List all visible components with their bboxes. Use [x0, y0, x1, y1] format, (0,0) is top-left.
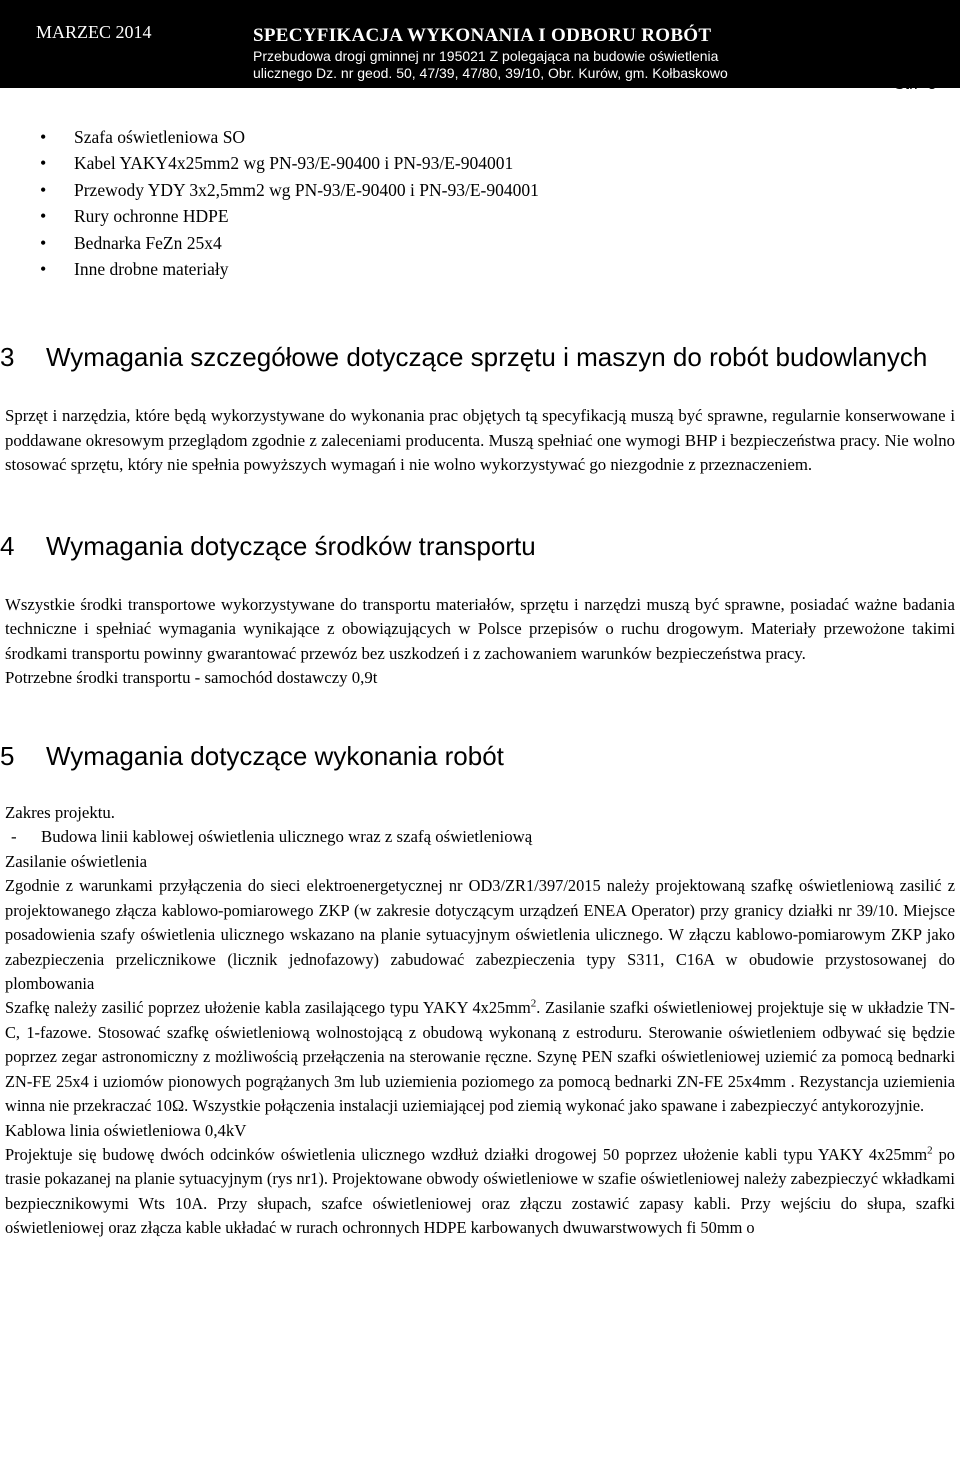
header-date: MARZEC 2014 [36, 22, 152, 42]
cable-line-text-start: Projektuje się budowę dwóch odcinków oświetlenia ulicznego wzdłuż działki drogowej 50 poprzez ułożenie kabli typu YAKY 4x25mm [5, 1145, 928, 1164]
transport-note: Potrzebne środki transportu - samochód dostawczy 0,9t [5, 668, 378, 688]
superscript: 2 [530, 998, 537, 1010]
list-item: • Szafa oświetleniowa SO [74, 124, 960, 150]
cable-line-label: Kablowa linia oświetleniowa 0,4kV [5, 1120, 247, 1140]
cable-line-text [5, 1143, 955, 1241]
scope-item-text: Budowa linii kablowej oświetlenia ulicznego wraz z szafą oświetleniową [41, 827, 533, 847]
section-title: Wymagania dotyczące wykonania robót [46, 740, 504, 771]
cabinet-text-end: . Zasilanie szafki oświetleniowej projektuje się w układzie TN-C, 1-fazowe. Stosować szafkę oświetleniową wolnostojącą z obudową wykonaną z estroduru. Sterowanie oświetleniem odbywać się będzie poprzez zegar astronomiczny z możliwością przełączenia na sterowanie ręczne. Szynę PEN szafki oświetleniowej uziemić za pomocą bednarki ZN-FE 25x4 i uziomów pionowych pogrążanych 3m lub uziemienia poziomego za pomocą bednarki ZN-FE 25x4mm . Rezystancja uziemienia winna nie przekraczać 10Ω. Wszystkie połączenia instalacji uziemiającej pod ziemią wykonać jako spawane i zabezpieczyć antykorozyjnie. [5, 998, 955, 1116]
page-number: Str. -5- [894, 76, 943, 93]
scope-label: Zakres projektu. [5, 802, 115, 822]
cabinet-text [5, 996, 955, 1118]
header-subtitle-1: Przebudowa drogi gminnej nr 195021 Z polegająca na budowie oświetlenia [253, 48, 719, 64]
header-subtitle-2: ulicznego Dz. nr geod. 50, 47/39, 47/80, 39/10, Obr. Kurów, gm. Kołbaskowo [253, 65, 728, 81]
section-4-text: Wszystkie środki transportowe wykorzystywane do transportu materiałów, sprzętu i narzędzi muszą być sprawne, posiadać ważne badania techniczne i spełniać wymagania wynikające z obowiązujących w Polsce przepisów o ruchu drogowym. Materiały przewożone takimi środkami transportu powinny gwarantować przewóz bez uszkodzeń i z zachowaniem warunków bezpieczeństwa pracy. [5, 594, 955, 663]
section-number: 4 [0, 530, 15, 561]
cable-line-text-end: po trasie pokazanej na planie sytuacyjnym (rys nr1). Projektowane obwody oświetleniowe w szafie oświetleniowej należy zabezpieczyć wkładkami bezpiecznikowymi Wts 10A. Przy słupach, szafce oświetleniowej oraz złączu zostawić zapasy kabli. Przy wejściu do słupa, szafki oświetleniowej oraz złącza kable układać w rurach ochronnych HDPE karbowanych dwuwarstwowych fi 50mm o [5, 1145, 955, 1238]
document-body [0, 124, 960, 1241]
dash: - [11, 827, 17, 847]
supply-text: Zgodnie z warunkami przyłączenia do sieci elektroenergetycznej nr OD3/ZR1/397/2015 należy projektowaną szafkę oświetleniową zasilić z projektowanego złącza kablowo-pomiarowego ZKP (w zakresie dotyczącym urządzeń ENEA Operator) przy granicy działki nr 39/10. Miejsce posadowienia szafy oświetlenia ulicznego wskazano na planie sytuacyjnym oświetlenia ulicznego. W złączu kablowo-pomiarowym ZKP jako zabezpieczenia przelicznikowe (licznik jednofazowy) zabudować zabezpieczenia typy S311, C16A w obudowie przystosowanej do plombowania [5, 876, 955, 994]
materials-list [0, 124, 960, 282]
list-item: • Przewody YDY 3x2,5mm2 wg PN-93/E-90400 i PN-93/E-904001 [74, 177, 960, 203]
section-number: 3 [0, 342, 15, 373]
header-info [253, 24, 728, 82]
superscript: 2 [927, 1144, 933, 1157]
section-5-heading [0, 740, 960, 773]
scope-item [5, 825, 955, 850]
section-3-text: Sprzęt i narzędzia, które będą wykorzystywane do wykonania prac objętych tą specyfikacją muszą być sprawne, regularnie konserwowane i poddawane okresowym przeglądom zgodnie z zaleceniami producenta. Muszą spełniać one wymogi BHP i bezpieczeństwa pracy. Nie wolno stosować sprzętu, który nie spełnia powyższych wymagań i nie wolno wykorzystywać go niezgodnie z przeznaczeniem. [5, 406, 955, 475]
section-number: 5 [0, 740, 15, 771]
section-title: Wymagania szczegółowe dotyczące sprzętu i maszyn do robót budowlanych [46, 342, 928, 373]
section-4-heading [0, 530, 960, 563]
section-title: Wymagania dotyczące środków transportu [46, 530, 536, 561]
list-item: • Rury ochronne HDPE [74, 203, 960, 229]
list-item: • Kabel YAKY4x25mm2 wg PN-93/E-90400 i PN-93/E-904001 [74, 150, 960, 176]
header-title: SPECYFIKACJA WYKONANIA I ODBORU ROBÓT [253, 25, 712, 46]
section-3-heading [0, 341, 960, 374]
list-item: • Inne drobne materiały [74, 256, 960, 282]
supply-label: Zasilanie oświetlenia [5, 851, 148, 871]
list-item: • Bednarka FeZn 25x4 [74, 230, 960, 256]
cabinet-text-start: Szafkę należy zasilić poprzez ułożenie kabla zasilającego typu YAKY 4x25mm [5, 998, 531, 1018]
page-header [0, 0, 960, 88]
